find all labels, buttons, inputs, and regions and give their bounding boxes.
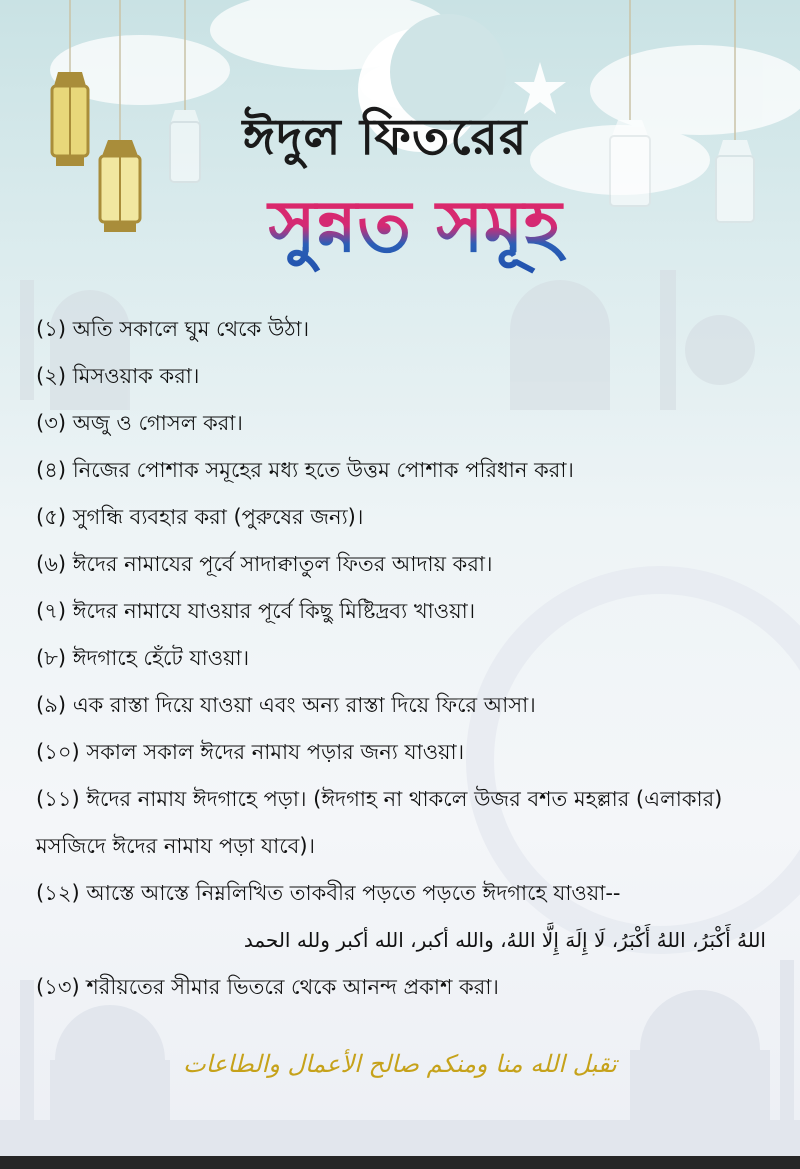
list-item: (২) মিসওয়াক করা। — [36, 364, 200, 388]
bottom-bar — [0, 1156, 800, 1169]
lantern-icon — [100, 140, 140, 232]
list-item: (১) অতি সকালে ঘুম থেকে উঠা। — [36, 317, 310, 341]
list-item: (৫) সুগন্ধি ব্যবহার করা (পুরুষের জন্য)। — [36, 505, 364, 529]
list-item: (১১) ঈদের নামায ঈদগাহে পড়া। (ঈদগাহ না থাকলে উজর বশত মহল্লার (এলাকার) মসজিদে ঈদের নামায পড়া যাবে)। — [36, 787, 723, 858]
list-item: (১২) আস্তে আস্তে নিম্নলিখিত তাকবীর পড়তে পড়তে ঈদগাহে যাওয়া-- — [36, 881, 621, 905]
arabic-dua: تقبل الله منا ومنكم صالح الأعمال والطاعات — [183, 1050, 617, 1078]
list-item: (৮) ঈদগাহে হেঁটে যাওয়া। — [36, 646, 250, 670]
lantern-icon — [716, 140, 754, 222]
sunnah-list — [36, 306, 796, 1011]
lantern-icon — [52, 72, 88, 166]
takbir-arabic: اللهُ أَكْبَرُ، اللهُ أَكْبَرُ، لَا إِلَهَ إِلَّا اللهُ، والله أكبر، الله أكبر ولله الحمد — [243, 928, 766, 952]
list-item: (৪) নিজের পোশাক সমূহের মধ্য হতে উত্তম পোশাক পরিধান করা। — [36, 458, 574, 482]
list-item: (৩) অজু ও গোসল করা। — [36, 411, 243, 435]
list-item: (৯) এক রাস্তা দিয়ে যাওয়া এবং অন্য রাস্তা দিয়ে ফিরে আসা। — [36, 693, 536, 717]
list-item: (১৩) শরীয়তের সীমার ভিতরে থেকে আনন্দ প্রকাশ করা। — [36, 975, 499, 999]
list-item: (৬) ঈদের নামাযের পূর্বে সাদাক্বাতুল ফিতর আদায় করা। — [36, 552, 493, 576]
title-eid-ul-fitr: ঈদুল ফিতরের — [242, 108, 528, 166]
list-item: (৭) ঈদের নামাযে যাওয়ার পূর্বে কিছু মিষ্টিদ্রব্য খাওয়া। — [36, 599, 476, 623]
list-item: (১০) সকাল সকাল ঈদের নামায পড়ার জন্য যাওয়া। — [36, 740, 465, 764]
title-sunnah-list: সুন্নত সমূহ — [180, 172, 650, 292]
